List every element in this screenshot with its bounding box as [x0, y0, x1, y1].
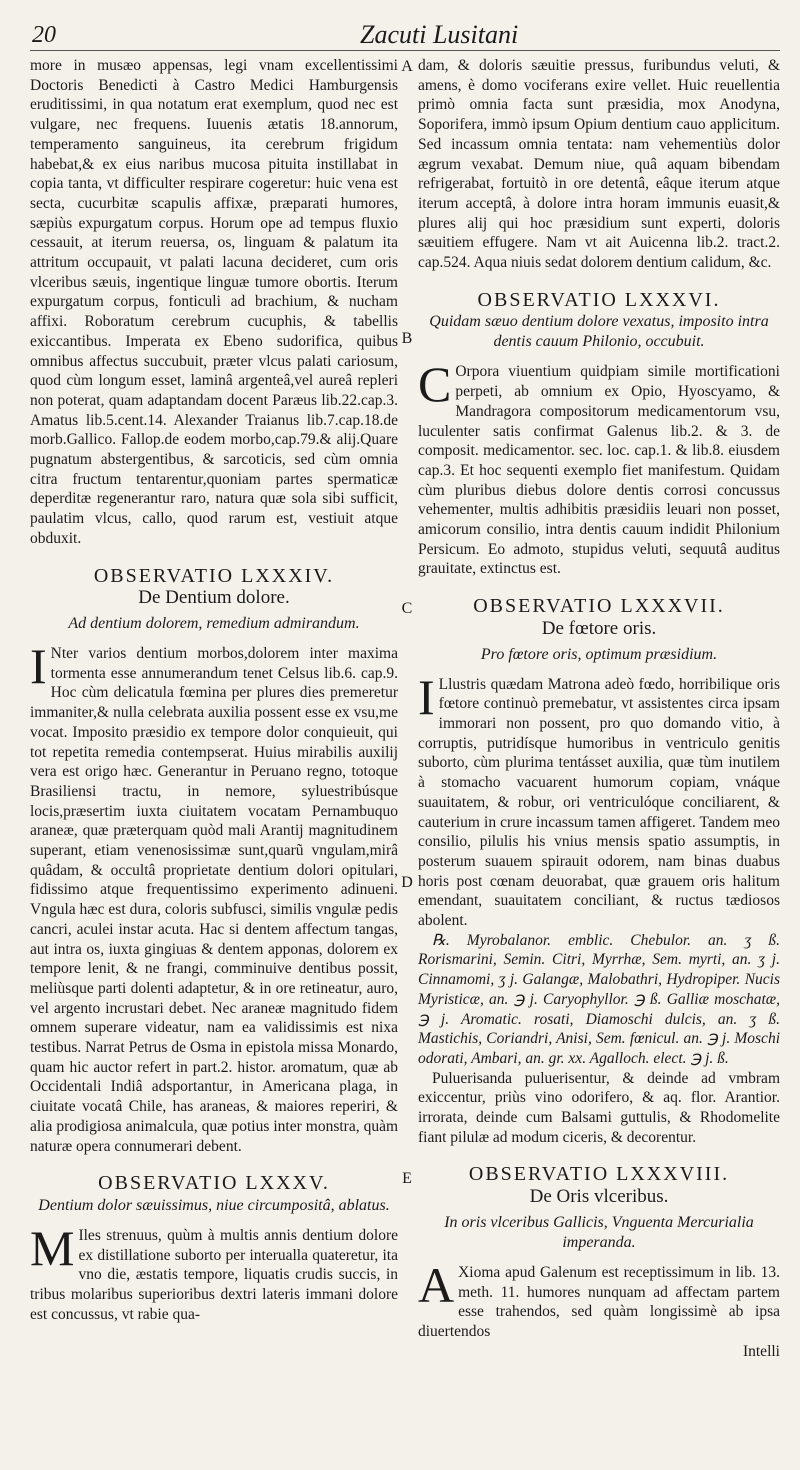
- paragraph: [30, 637, 398, 1156]
- observation-summary: Ad dentium dolorem, remedium admirandum.: [68, 614, 360, 632]
- observation-summary: Dentium dolor sæuissimus, niue circumpositâ, ablatus.: [38, 1196, 390, 1214]
- paragraph: [418, 1256, 780, 1342]
- left-column: [30, 56, 398, 1324]
- observation-summary: Quidam sæuo dentium dolore vexatus, imposito intra dentis cauum Philonio, occubuit.: [429, 313, 769, 351]
- right-column: [418, 56, 780, 1361]
- page-number: 20: [32, 22, 56, 48]
- paragraph-text: Nter varios dentium morbos,dolorem inter maxima tormenta esse annumerandum tenet Celsus lib.6. cap.9. Hoc cùm delicatula fœmina per plures dies premeretur immaniter,& nulla celebrata auxilia possent esse ex vsu,me vocat. Imposito præsidio ex tempore dolor conquieuit, qui tot repetita remedia contempserat. Huius mirabilis auxilij vera est origo hæc. Generantur in Peruano regno, totoque Brasiliensi tractu, in nemore, syluestribúsque locis,præsertim iuxta ciuitatem vocatam Pernambuquo araneæ, quæ præterquam quòd mali Arantij magnitudinem superant, etiam venenosissimæ sunt,quarũ vngulam,mirâ quâdam, & occultâ proprietate dentium dolori opitulari, fidissimo atque frequentissimo experimento adinueni. Vngula hæc est dura, coloris subfusci, similis vngulæ pedis cancri, aculei instar acuta. Hac si dentem affectum tangas, aut intra os, iuxta gingiuas & dentem apponas, dolorem ex tempore lenit, & ne frangi, comminuive dentibus possit, meliùsque parti dolenti adaptetur, & in ore retineatur, auro, vel argento incrustari debet. Nec araneæ magnitudo fidem omnem superare videatur, nam ea validissimis est nixa testibus. Narrat Petrus de Osma in epistola missa Monardo, quam hic auctor refert in part.2. histor. aromatum, quæ ab Occidentali Indiâ adsportantur, in Americana plaga, in ciuitate vocatâ Chile, has araneas, & maiores reperiri, & alia prodigiosa animalcula, quæ potius inter monstra, quàm naturæ opera connumerari debent.: [30, 644, 398, 1155]
- observation-subtitle: De fœtore oris.: [541, 617, 657, 639]
- paragraph: more in musæo appensas, legi vnam excellentissimi Doctoris Benedicti à Castro Medici Hamburgensis eruditissimi, in qua notatum erat exemplum, quod nec est vulgare, nec frequens. Iuuenis ætatis 18.annorum, temperamento sanguineus, ita cerebrum frigidum habebat,& ex eius naribus mucosa pituita instillabat in copia tanta, vt difficulter respirare cogeretur: huic vena est secta, cucurbitæ scapulis affixæ, præparati humores, sæpiùs expurgatum corpus. Horum ope ad tempus fluxio cessauit, at iterum reuersa, os, linguam & palatum ita attritum occupauit, vt palati lacuna decideret, cum oris vlceribus sæuis, ingentique linguæ tumore obortis. Iterum expurgatum corpus, fonticuli ad brachium, & nucham affixi. Roboratum cerebrum cucuphis, & tabellis exiccantibus. Imperata ex Ebeno sudorifica, quibus omnibus affectus succubuit, præter vlcus palati cariosum, quod cùm longum esset, laminâ argenteâ,vel aureâ repleri non poterat, quam adaptandam docent Paræus lib.22.cap.3. Amatus lib.5.cent.14. Alexander Traianus lib.7.cap.18.de morb.Gallico. Fallop.de eodem morbo,cap.79.& alij.Quare pugnatum abstergentibus, & sarcoticis, sed cùm omnia citra fructum tentarentur,quoniam partes spermaticæ deperditæ regenerantur raro, natura quæ sola sibi sufficit, paulatim vlcus, callo, quod rarum est, vestiuit atque obduxit.: [30, 57, 398, 547]
- paragraph-text: Llustris quædam Matrona adeò fœdo, horribilique oris fœtore continuò premebatur, vt assistentes circa ipsam immorari non possent, pro quo domando vitio, à corruptis, putridísque humoribus in ventriculo genitis suborto, cùm plurima tentásset auxilia, quæ tùm inutilem à stomacho vacuarent humorum copiam, vnáque suauitatem, & robur, ori ventriculóque conciliarent, & cauterium in crure incassum tamen affigeret. Tandem meo consilio, pilulis his vnius mensis spatio assumptis, in posterum suauem spirauit odorem, nam binas duabus horis post cœnam deuorabat, quæ grauem oris halitum emendant, suauitatem conciliant, & ructus tædiosos abolent.: [418, 675, 780, 930]
- observation-subtitle: De Oris vlceribus.: [529, 1186, 669, 1208]
- margin-letter-a: A: [401, 58, 413, 75]
- margin-letter-c: C: [401, 600, 413, 617]
- paragraph-text: Xioma apud Galenum est receptissimum in lib. 13. meth. 11. humores nunquam ad affectam partem esse trahendos, sed quàm longissimè ab ipsa diuertendos: [418, 1263, 780, 1340]
- drop-cap: A: [418, 1256, 455, 1313]
- drop-cap: M: [30, 1219, 75, 1276]
- running-title: Zacuti Lusitani: [360, 20, 519, 49]
- paragraph-text: Orpora viuentium quidpiam simile mortificationi perpeti, ab omnium ex Opio, Hyoscyamo, & Mandragora compositorum medicamentorum vsu, luculenter satis confirmat Galenus lib.2. & 3. de composit. medicamentor. sec. loc. cap.1. & lib.8. eiusdem cap.3. Et hoc sequenti exemplo fiet manifestum. Quidam cùm pluribus diebus dolore dentis corrosi concussus vehementer, multis adhibitis præsidiis leuari non posset, amicorum consilio, intra dentis cauum indidit Philonium Persicum. Eo admoto, stupidus veluti, sequutâ auditus grauitate, extinctus est.: [418, 363, 780, 578]
- observation-summary: In oris vlceribus Gallicis, Vnguenta Mercurialia imperanda.: [444, 1213, 754, 1251]
- observation-heading: OBSERVATIO LXXXVIII.: [468, 1163, 730, 1186]
- observation-heading: OBSERVATIO LXXXVII.: [473, 595, 725, 618]
- observation-summary: Pro fœtore oris, optimum præsidium.: [480, 645, 718, 663]
- observation-heading: OBSERVATIO LXXXVI.: [477, 288, 721, 311]
- observation-heading: OBSERVATIO LXXXV.: [98, 1172, 330, 1195]
- observation-subtitle: De Dentium dolore.: [138, 587, 290, 609]
- margin-letter-e: E: [402, 1170, 412, 1187]
- drop-cap: C: [418, 356, 452, 413]
- catchword: Intelli: [742, 1342, 780, 1360]
- paragraph: dam, & doloris sæuitie pressus, furibundus veluti, & amens, è domo vociferans exire vellet. Huic reuellentia primò omnia facta sunt præsidia, mox Anodyna, Soporifera, immò ipsum Opium dentium cauo applicitum. Sed incassum omnia tentata: nam vehementiùs dolor ægrum vexabat. Demum niue, quâ aquam bibendam refrigerabat, fortuitò in ore detentâ, eâque iterum atque iterum acceptâ, à dolore intra horam immunis euasit,& plures alij qui hoc præsidium sunt experti, doloris sæuitiem effugere. Nam vt ait Auicenna lib.2. tract.2. cap.524. Aqua niuis sedat dolorem dentium calidum, &c.: [418, 57, 780, 272]
- margin-letter-d: D: [401, 874, 413, 891]
- page-header: [30, 18, 780, 51]
- observation-heading: OBSERVATIO LXXXIV.: [93, 564, 335, 587]
- paragraph: [418, 668, 780, 931]
- drop-cap: I: [30, 637, 47, 694]
- drop-cap: I: [418, 668, 435, 725]
- margin-letter-b: B: [401, 330, 413, 347]
- paragraph: [418, 356, 780, 579]
- recipe: ℞. Myrobalanor. emblic. Chebulor. an. ʒ ß. Rorismarini, Semin. Citri, Myrrhæ, Sem. myrti, an. ʒ j. Cinnamomi, ʒ j. Galangæ, Malobathri, Hydropiper. Nucis Myristicæ, an. ℈ j. Caryophyllor. ℈ ß. Galliæ moschatæ, ℈ j. Aromatic. rosati, Diamoschi dulcis, an. ʒ ß. Mastichis, Coriandri, Anisi, Sem. fœnicul. an. ℈ j. Moschi odorati, Ambari, an. gr. xx. Agalloch. elect. ℈ j. ß.: [418, 931, 780, 1067]
- paragraph-text: Iles strenuus, quùm à multis annis dentium dolore ex distillatione suborto per interualla quateretur, ita vno die, æstatis tempore, liquatis crudis succis, in tribus molaribus superioribus dextri lateris immani dolore est concussus, vt rabie qua-: [30, 1226, 398, 1323]
- paragraph: Puluerisanda puluerisentur, & deinde ad vmbram exiccentur, priùs vino odorifero, & aq. flor. Arantior. irrorata, deinde cum Balsami guttulis, & Rhodomelite fiant pilulæ ad modum ciceris, & decorentur.: [418, 1069, 780, 1146]
- paragraph: [30, 1219, 398, 1325]
